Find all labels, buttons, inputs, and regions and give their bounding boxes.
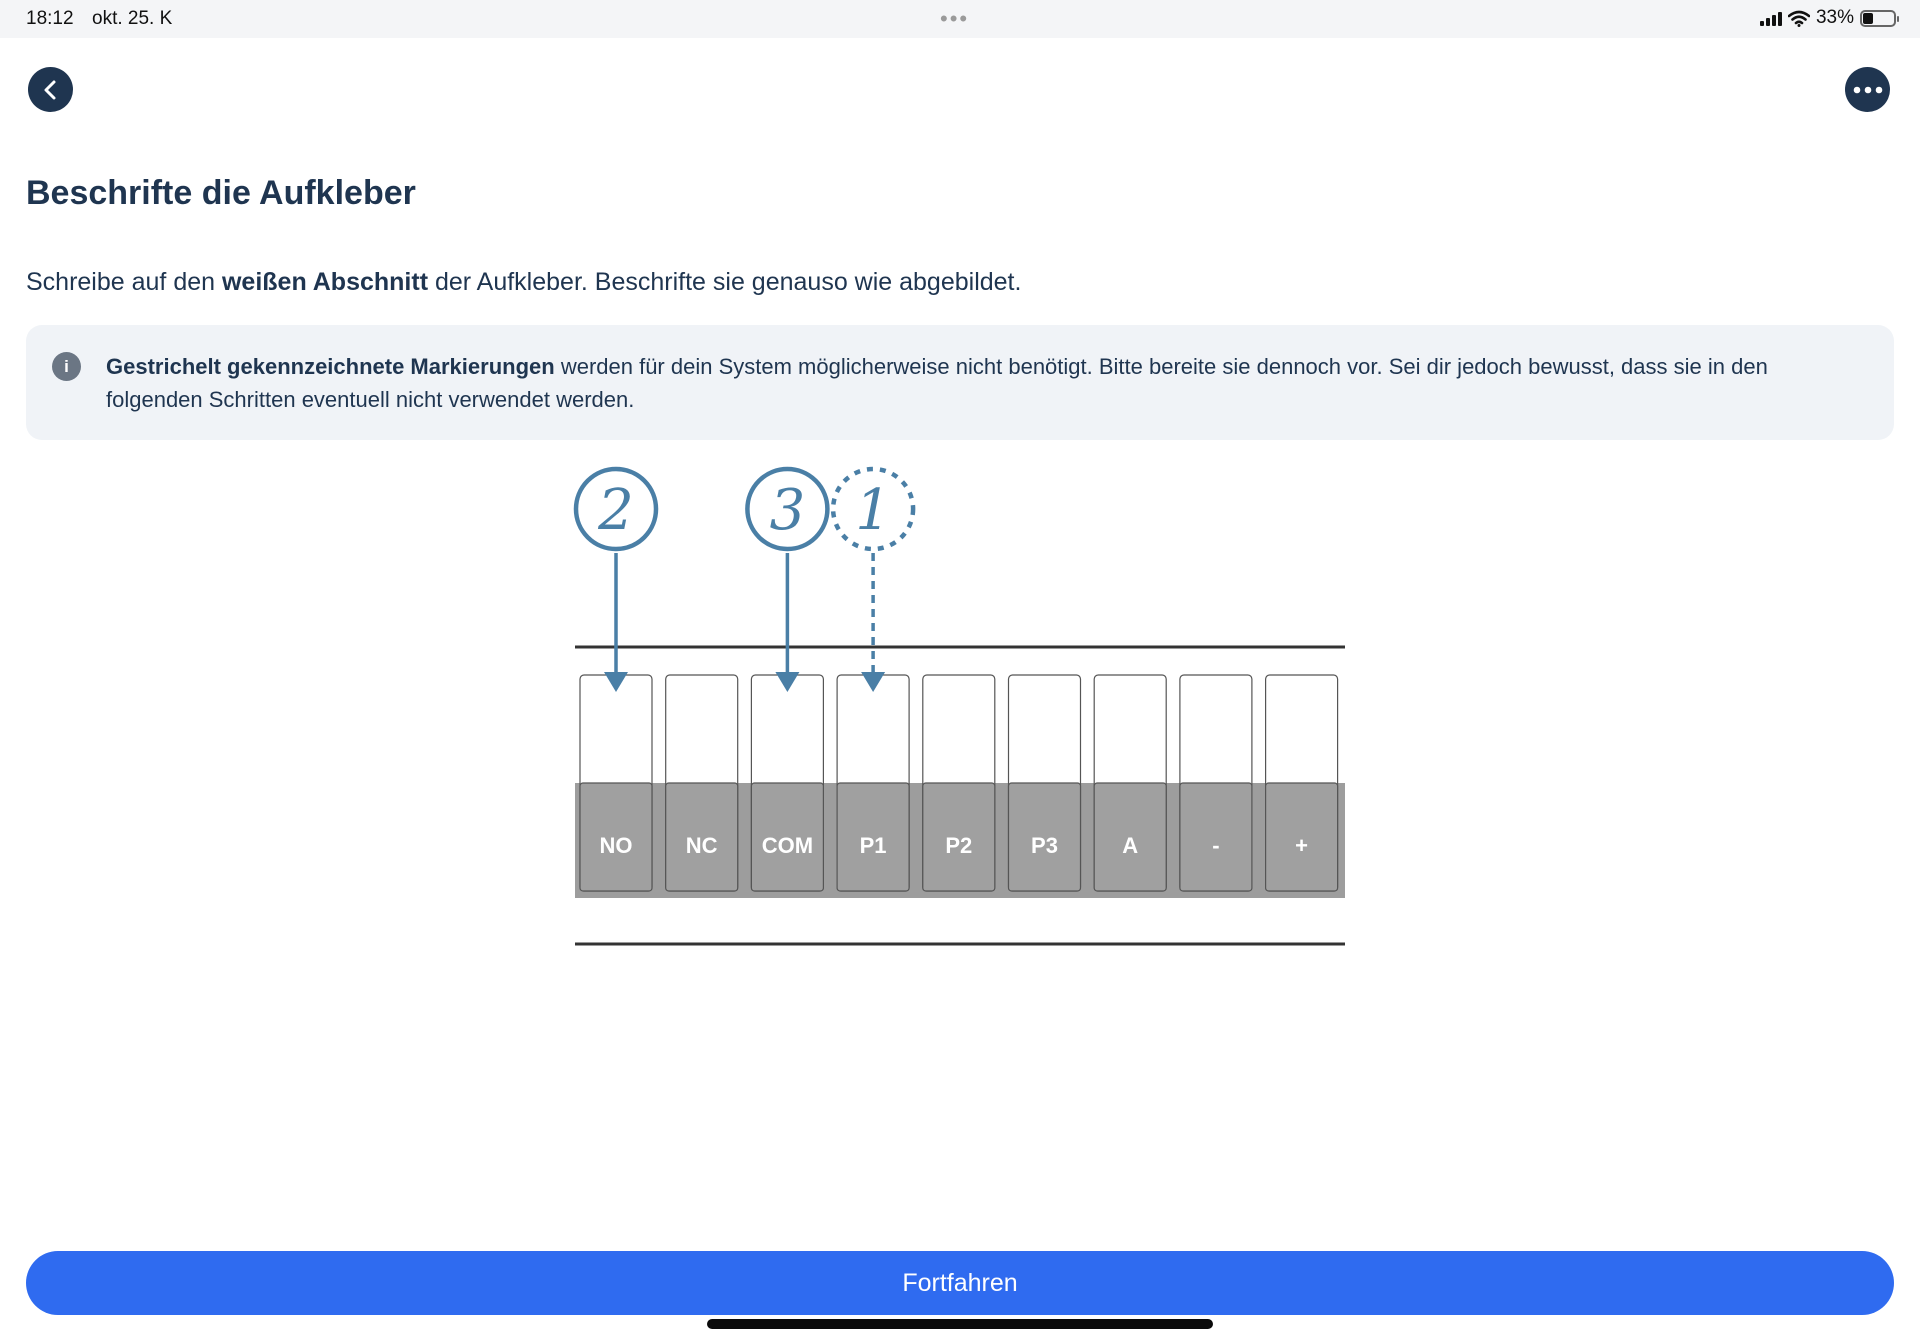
terminal-label-p1: P1 [859, 833, 887, 858]
status-date: okt. 25. K [92, 8, 173, 29]
terminal-diagram [570, 462, 1350, 962]
terminal-label-no: NO [599, 833, 633, 858]
terminal-label-a: A [1122, 833, 1139, 858]
terminal-label-com: COM [761, 833, 814, 858]
marker-number-2: 2 [598, 478, 634, 543]
status-indicators [1760, 7, 1896, 29]
page-title: Beschrifte die Aufkleber [26, 174, 416, 212]
terminal-label-minus: - [1212, 833, 1220, 858]
status-bar [0, 0, 1920, 38]
instruction-bold: weißen Abschnitt [221, 268, 429, 296]
instruction-text [26, 268, 1021, 297]
status-time: 18:12 [26, 8, 74, 29]
info-icon: i [52, 352, 81, 381]
terminal-label-p3: P3 [1031, 833, 1058, 858]
continue-button[interactable]: Fortfahren [26, 1251, 1894, 1315]
wifi-icon [1788, 10, 1810, 27]
marker-number-1: 1 [855, 478, 891, 543]
more-options-button[interactable] [1845, 67, 1890, 112]
home-indicator [707, 1319, 1213, 1329]
multitasking-dots-icon[interactable]: ••• [940, 6, 970, 31]
battery-icon [1860, 10, 1896, 27]
terminal-label-p2: P2 [945, 833, 973, 858]
ellipsis-icon [1853, 86, 1883, 94]
info-box [26, 325, 1894, 440]
info-body: werden für dein System möglicherweise nicht benötigt. Bitte bereite sie dennoch vor. Sei dir jedoch bewusst, dass sie in den folgenden Schritten eventuell nicht verwendet werden. [106, 354, 1768, 412]
cellular-signal-icon [1760, 10, 1782, 26]
back-button[interactable] [28, 67, 73, 112]
terminal-label-nc: NC [685, 833, 718, 858]
marker-number-3: 3 [769, 478, 806, 543]
instruction-pre: Schreibe auf den [26, 268, 222, 296]
chevron-left-icon [40, 79, 62, 101]
battery-percent: 33% [1815, 7, 1854, 28]
terminal-label-plus: + [1295, 833, 1309, 858]
instruction-post: der Aufkleber. Beschrifte sie genauso wie abgebildet. [428, 268, 1022, 296]
info-text [106, 350, 1866, 416]
info-bold: Gestrichelt gekennzeichnete Markierungen [106, 354, 555, 379]
